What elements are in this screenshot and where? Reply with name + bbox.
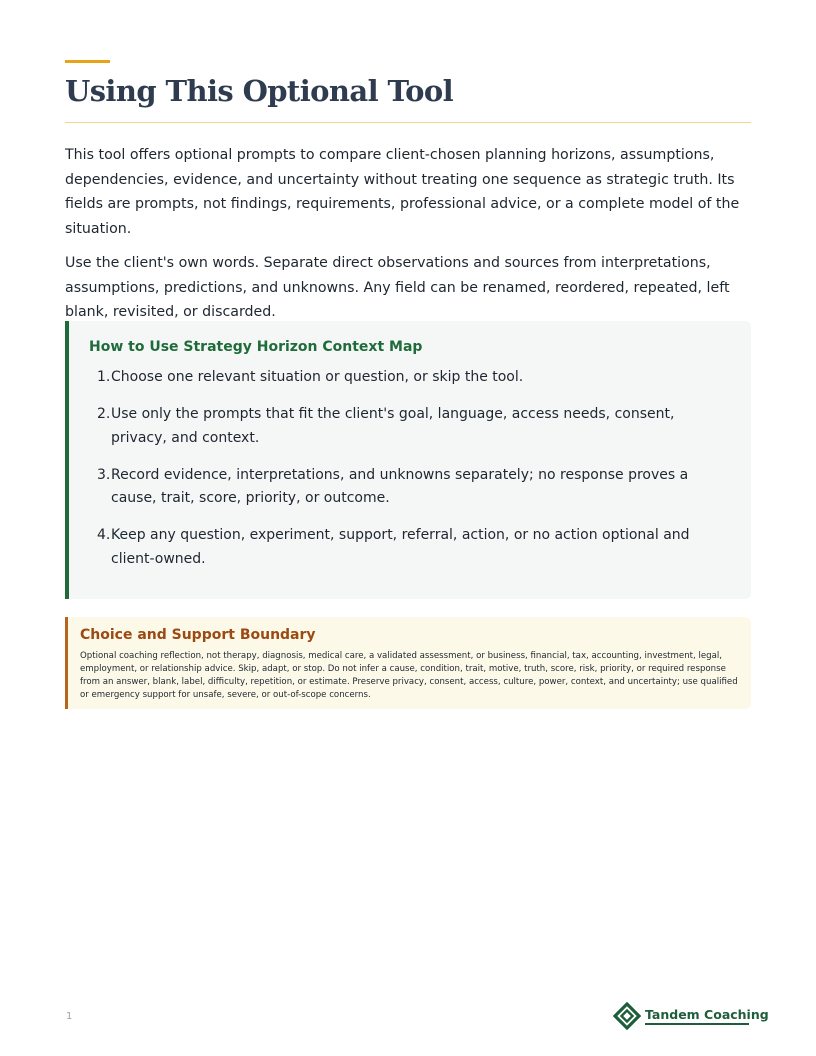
step-text: Record evidence, interpretations, and unknowns separately; no response proves a cause, trait, score, priority, or outcome. [111, 466, 689, 506]
step-text: Use only the prompts that fit the client's goal, language, access needs, consent, privacy, and context. [111, 406, 675, 446]
title-accent-bar [65, 60, 110, 63]
boundary-accent-bar [65, 617, 68, 709]
boundary-text: Optional coaching reflection, not therapy, diagnosis, medical care, a validated assessment, or business, financial, tax, accounting, investment, legal, employment, or relationship advice. Skip, adapt, or stop. Do not infer a cause, condition, trait, motive, truth, score, risk, priority, or required response from an answer, blank, label, difficulty, repetition, or estimate. Preserve privacy, consent, access, culture, power, context, and uncertainty; use qualified or emergency support for unsafe, severe, or out-of-scope concerns. [80, 651, 738, 700]
boundary-title: Choice and Support Boundary [80, 627, 316, 643]
how-to-step [97, 524, 731, 571]
step-number: 2. [97, 406, 111, 422]
brand-name: Tandem Coaching [645, 1007, 769, 1022]
step-number: 3. [97, 466, 111, 483]
step-number: 1. [97, 369, 111, 385]
how-to-step [97, 403, 731, 450]
title-divider [65, 122, 751, 123]
how-to-accent-bar [65, 321, 69, 599]
intro-paragraph: This tool offers optional prompts to compare client-chosen planning horizons, assumptions, dependencies, evidence, and uncertainty without treating one sequence as strategic truth. Its fields are prompts, not findings, requirements, professional advice, or a complete model of the situation. [65, 147, 740, 237]
page-number: 1 [66, 1011, 73, 1022]
how-to-callout [65, 321, 751, 599]
double-diamond-logo-icon [613, 1002, 641, 1030]
how-to-step [97, 464, 731, 511]
page-title: Using This Optional Tool [65, 74, 454, 108]
intro-paragraph: Use the client's own words. Separate direct observations and sources from interpretations, assumptions, predictions, and unknowns. Any field can be renamed, reordered, repeated, left blank, revisited, or discarded. [65, 255, 730, 320]
boundary-callout [65, 617, 751, 709]
intro-section [65, 143, 755, 335]
brand-underline [645, 1023, 749, 1025]
how-to-steps-list [97, 366, 731, 585]
step-number: 4. [97, 527, 111, 543]
brand-logo [613, 1002, 769, 1030]
how-to-title: How to Use Strategy Horizon Context Map [89, 339, 423, 355]
how-to-step [97, 366, 731, 390]
step-text: Keep any question, experiment, support, referral, action, or no action optional and client-owned. [111, 527, 690, 567]
step-text: Choose one relevant situation or question, or skip the tool. [111, 369, 524, 385]
